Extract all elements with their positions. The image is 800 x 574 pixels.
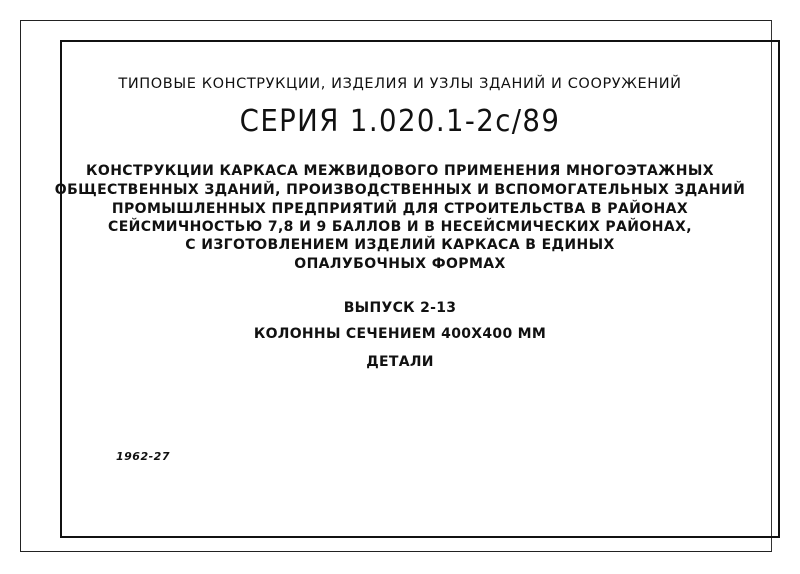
description-line: ОПАЛУБОЧНЫХ ФОРМАХ	[294, 256, 506, 272]
description-line: СЕЙСМИЧНОСТЬЮ 7,8 И 9 БАЛЛОВ И В НЕСЕЙСМИЧЕСКИХ РАЙОНАХ,	[108, 219, 692, 235]
series-title: СЕРИЯ 1.020.1-2с/89	[239, 104, 561, 139]
description-line: КОНСТРУКЦИИ КАРКАСА МЕЖВИДОВОГО ПРИМЕНЕНИЯ МНОГОЭТАЖНЫХ	[86, 163, 714, 179]
series-header: ТИПОВЫЕ КОНСТРУКЦИИ, ИЗДЕЛИЯ И УЗЛЫ ЗДАНИЙ И СООРУЖЕНИЙ	[118, 76, 682, 92]
description-line: ОБЩЕСТВЕННЫХ ЗДАНИЙ, ПРОИЗВОДСТВЕННЫХ И ВСПОМОГАТЕЛЬНЫХ ЗДАНИЙ	[54, 182, 746, 198]
columns-section-title: КОЛОННЫ СЕЧЕНИЕМ 400Х400 ММ	[253, 326, 547, 342]
description-line: С ИЗГОТОВЛЕНИЕМ ИЗДЕЛИЙ КАРКАСА В ЕДИНЫХ	[185, 237, 615, 253]
document-code: 1962-27	[116, 450, 170, 463]
details-label: ДЕТАЛИ	[366, 354, 434, 370]
description-line: ПРОМЫШЛЕННЫХ ПРЕДПРИЯТИЙ ДЛЯ СТРОИТЕЛЬСТВА В РАЙОНАХ	[111, 201, 689, 217]
issue-number: ВЫПУСК 2-13	[343, 300, 457, 316]
